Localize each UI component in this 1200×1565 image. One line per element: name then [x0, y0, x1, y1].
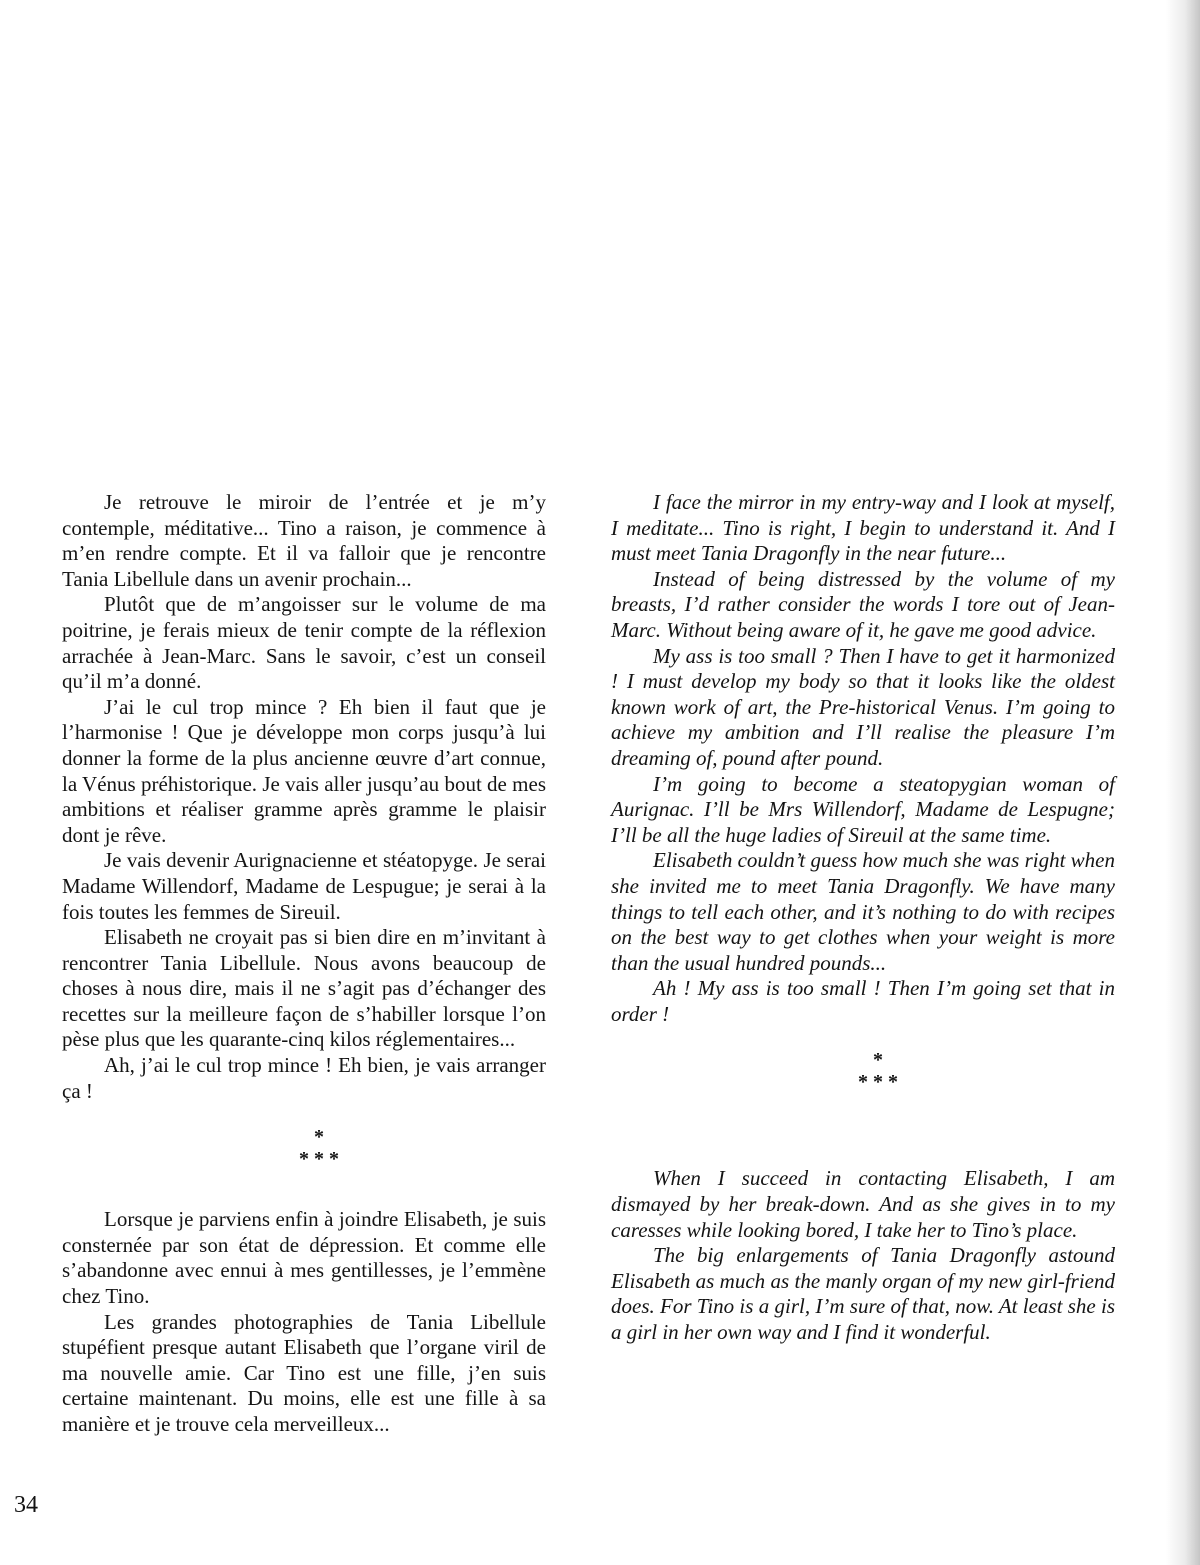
french-paragraph: Lorsque je parviens enfin à joindre Elisabeth, je suis consternée par son état de dépression. Et comme elle s’abandonne avec ennui à mes gentillesses, je l’emmène chez Tino. [62, 1207, 546, 1309]
english-section-separator [641, 1049, 1115, 1093]
french-paragraph: J’ai le cul trop mince ? Eh bien il faut que je l’harmonise ! Que je développe mon corps jusqu’à lui donner la forme de la plus ancienne œuvre d’art connue, la Vénus préhistorique. Je vais aller jusqu’au bout de mes ambitions et réaliser gramme après gramme le plaisir dont je rêve. [62, 694, 546, 847]
english-column [611, 490, 1115, 1346]
english-paragraph: When I succeed in contacting Elisabeth, I am dismayed by her break-down. And as she gives in to my caresses while looking bored, I take her to Tino’s place. [611, 1166, 1115, 1242]
english-paragraph: I’m going to become a steatopygian woman of Aurignac. I’ll be Mrs Willendorf, Madame de Lespugne; I’ll be all the huge ladies of Sireuil at the same time. [611, 771, 1115, 847]
separator-stars-bottom: * * * [299, 1148, 339, 1171]
french-paragraph: Les grandes photographies de Tania Libellule stupéfient presque autant Elisabeth que l’organe viril de ma nouvelle amie. Car Tino est une fille, j’en suis certaine maintenant. Du moins, elle est une fille à sa manière et je trouve cela merveilleux... [62, 1309, 546, 1436]
separator-star-top: * [873, 1049, 883, 1072]
english-paragraph: Elisabeth couldn’t guess how much she was right when she invited me to meet Tania Dragonfly. We have many things to tell each other, and it’s nothing to do with recipes on the best way to get clothes when your weight is more than the usual hundred pounds... [611, 848, 1115, 975]
french-section-separator [92, 1126, 546, 1170]
english-paragraph: I face the mirror in my entry-way and I look at myself, I meditate... Tino is right, I begin to understand it. And I must meet Tania Dragonfly in the near future... [611, 490, 1115, 566]
french-paragraph: Ah, j’ai le cul trop mince ! Eh bien, je vais arranger ça ! [62, 1053, 546, 1103]
french-paragraph: Elisabeth ne croyait pas si bien dire en m’invitant à rencontrer Tania Libellule. Nous avons beaucoup de choses à nous dire, mais il ne s’agit pas d’échanger des recettes sur la meilleure façon de s’habiller lorsque l’on pèse plus que les quarante-cinq kilos réglementaires... [62, 925, 546, 1052]
french-paragraph: Plutôt que de m’angoisser sur le volume de ma poitrine, je ferais mieux de tenir compte de la réflexion arrachée à Jean-Marc. Sans le savoir, c’est un conseil qu’il m’a donné. [62, 592, 546, 694]
english-paragraph: The big enlargements of Tania Dragonfly astound Elisabeth as much as the manly organ of my new girl-friend does. For Tino is a girl, I’m sure of that, now. At least she is a girl in her own way and I find it wonderful. [611, 1243, 1115, 1345]
english-paragraph: Instead of being distressed by the volume of my breasts, I’d rather consider the words I tore out of Jean-Marc. Without being aware of it, he gave me good advice. [611, 566, 1115, 642]
french-paragraph: Je vais devenir Aurignacienne et stéatopyge. Je serai Madame Willendorf, Madame de Lespugue; je serai à la fois toutes les femmes de Sireuil. [62, 848, 546, 924]
separator-star-top: * [314, 1126, 324, 1149]
separator-stars-bottom: * * * [858, 1071, 898, 1094]
page-number: 34 [14, 1492, 38, 1518]
french-paragraph: Je retrouve le miroir de l’entrée et je m’y contemple, méditative... Tino a raison, je commence à m’en rendre compte. Et il va falloir que je rencontre Tania Libellule dans un avenir prochain... [62, 490, 546, 591]
french-column [62, 490, 546, 1438]
english-paragraph: My ass is too small ? Then I have to get it harmonized ! I must develop my body so that it looks like the oldest known work of art, the Pre-historical Venus. I’m going to achieve my ambition and I’ll realise the pleasure I’m dreaming of, pound after pound. [611, 643, 1115, 770]
page-edge-shadow [1166, 0, 1200, 1565]
english-paragraph: Ah ! My ass is too small ! Then I’m going set that in order ! [611, 976, 1115, 1026]
